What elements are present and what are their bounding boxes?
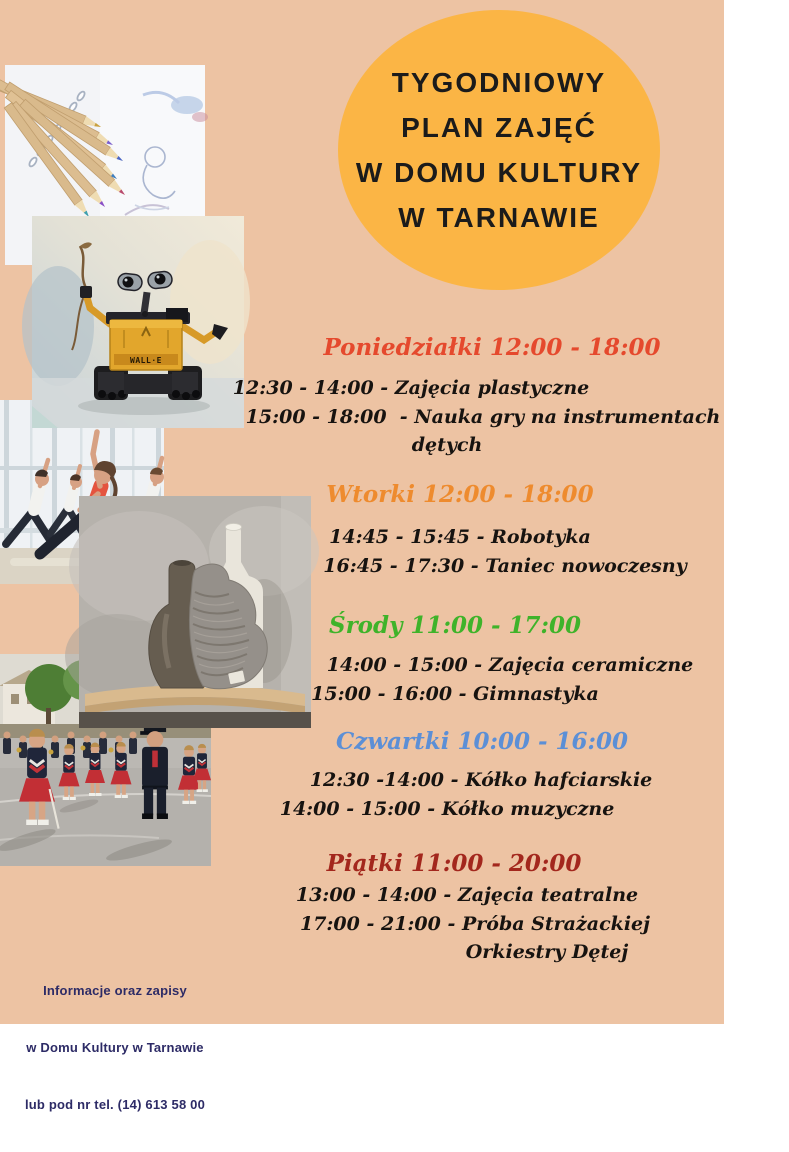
schedule-line: 13:00 - 14:00 - Zajęcia teatralne — [295, 884, 639, 906]
schedule-line: 14:45 - 15:45 - Robotyka — [329, 526, 591, 548]
title-circle — [338, 10, 660, 290]
day-header-tuesday: Wtorki 12:00 - 18:00 — [326, 481, 594, 508]
day-header-wednesday: Środy 11:00 - 17:00 — [328, 612, 582, 639]
day-header-thursday: Czwartki 10:00 - 16:00 — [335, 728, 629, 755]
schedule-line: dętych — [411, 434, 483, 456]
contact-line-3: lub pod nr tel. (14) 613 58 00 — [24, 1097, 206, 1112]
svg-text:WALL·E: WALL·E — [130, 356, 162, 365]
schedule-section-thursday — [232, 728, 716, 823]
schedule-line: 14:00 - 15:00 - Zajęcia ceramiczne — [326, 654, 694, 676]
poster-title-line-1: TYGODNIOWY — [391, 67, 607, 98]
poster-title-line-4: W TARNAWIE — [398, 202, 600, 233]
schedule-section-monday — [232, 334, 721, 460]
schedule-line: 16:45 - 17:30 - Taniec nowoczesny — [323, 554, 687, 577]
schedule-line: 12:30 - 14:00 - Zajęcia plastyczne — [232, 377, 590, 399]
schedule-line: 15:00 - 16:00 - Gimnastyka — [311, 682, 599, 705]
schedule-section-wednesday — [232, 612, 716, 708]
schedule-line: 14:00 - 15:00 - Kółko muzyczne — [279, 797, 615, 820]
contact-block — [8, 943, 222, 1152]
schedule-line: 15:00 - 18:00 - Nauka gry na instrumentach — [245, 405, 721, 428]
schedule-section-tuesday — [232, 481, 716, 580]
poster-title-line-3: W DOMU KULTURY — [355, 157, 643, 188]
contact-line-1: Informacje oraz zapisy — [43, 983, 187, 998]
day-header-friday: Piątki 11:00 - 20:00 — [326, 850, 582, 877]
schedule-line: Orkiestry Dętej — [465, 941, 629, 963]
schedule-section-friday — [232, 850, 716, 967]
poster-title-line-2: PLAN ZAJĘĆ — [401, 112, 597, 143]
contact-line-2: w Domu Kultury w Tarnawie — [26, 1040, 204, 1055]
schedule-line: 17:00 - 21:00 - Próba Strażackiej — [299, 912, 651, 935]
schedule-line: 12:30 -14:00 - Kółko hafciarskie — [309, 769, 653, 791]
title-text — [356, 60, 642, 240]
day-header-monday: Poniedziałki 12:00 - 18:00 — [323, 334, 661, 361]
